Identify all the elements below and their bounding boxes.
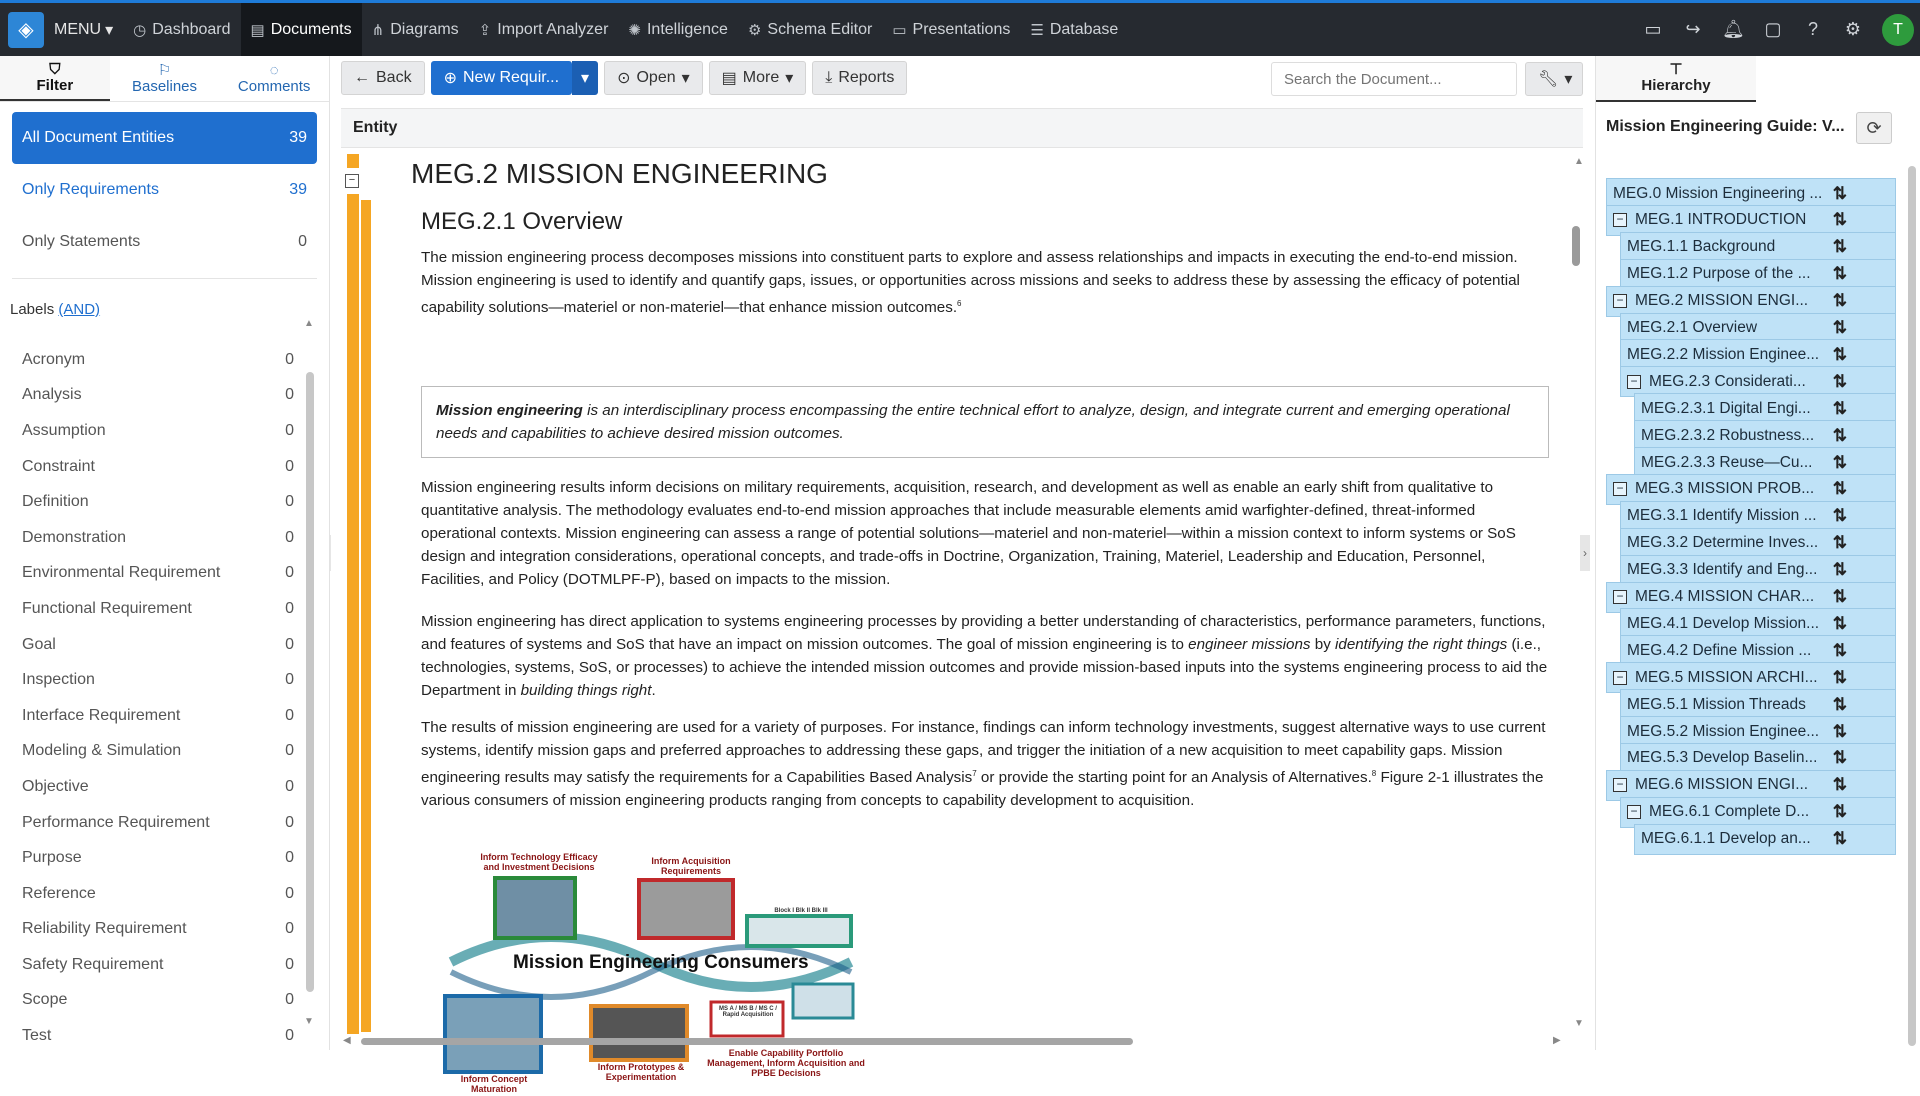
label-filter-item[interactable] xyxy=(10,413,306,449)
scroll-right-icon[interactable]: ▶ xyxy=(1553,1035,1561,1046)
tab-baselines-label: Baselines xyxy=(131,77,198,95)
label-count: 0 xyxy=(285,421,294,439)
reorder-icon[interactable]: ⇅ xyxy=(1832,425,1847,445)
diagram-icon: ⋔ xyxy=(371,21,385,39)
figure-caption: Inform Prototypes & Experimentation xyxy=(597,1062,685,1082)
collapse-toggle-icon[interactable]: − xyxy=(1613,590,1627,604)
label-count: 0 xyxy=(285,991,294,1009)
labels-heading xyxy=(0,289,329,318)
hierarchy-node-label: MEG.4.1 Develop Mission... xyxy=(1627,614,1820,632)
label-filter-item[interactable] xyxy=(10,520,306,556)
tab-filter-label: Filter xyxy=(36,76,74,94)
nav-label: Database xyxy=(1049,20,1119,38)
label-filter-item[interactable] xyxy=(10,662,306,698)
label-filter-item[interactable] xyxy=(10,947,306,983)
label-name: Objective xyxy=(22,777,89,795)
collapse-toggle-icon[interactable]: − xyxy=(1613,778,1627,792)
label-filter-item[interactable] xyxy=(10,556,306,592)
labels-list xyxy=(10,342,306,1045)
document-icon: ▤ xyxy=(250,21,265,39)
figure-caption: Inform Acquisition Requirements xyxy=(651,856,731,876)
search-input[interactable] xyxy=(1271,62,1517,96)
filter-label: Only Requirements xyxy=(22,181,159,198)
labels-mode-link[interactable]: (AND) xyxy=(58,301,101,318)
caret-down-icon: ▾ xyxy=(1564,71,1573,88)
reorder-icon[interactable]: ⇅ xyxy=(1832,210,1847,230)
figure-caption: Block I Blk II Blk III xyxy=(774,908,828,914)
emphasis-text: engineer missions xyxy=(1188,636,1311,653)
label-name: Performance Requirement xyxy=(22,813,210,831)
reorder-icon[interactable]: ⇅ xyxy=(1832,237,1847,257)
hierarchy-node-label: MEG.3.2 Determine Inves... xyxy=(1627,534,1819,552)
hierarchy-node-label: MEG.4 MISSION CHAR... xyxy=(1635,588,1815,605)
gear-icon[interactable]: ⚙ xyxy=(1844,19,1862,39)
label-filter-item[interactable] xyxy=(10,734,306,770)
reports-label: Reports xyxy=(838,69,895,86)
comments-icon: ◌ xyxy=(269,61,279,79)
reorder-icon[interactable]: ⇅ xyxy=(1832,533,1847,553)
paragraph-overview xyxy=(421,246,1551,319)
consumers-figure xyxy=(431,852,931,1092)
nav-label: Diagrams xyxy=(390,20,459,38)
paragraph-application xyxy=(421,610,1551,702)
footnote-ref: 6 xyxy=(957,299,962,308)
caret-down-icon: ▾ xyxy=(681,70,690,87)
footnote-ref: 8 xyxy=(1371,769,1377,778)
nav-label: Presentations xyxy=(912,20,1011,38)
reorder-icon[interactable]: ⇅ xyxy=(1832,264,1847,284)
database-icon: ☰ xyxy=(1030,21,1044,39)
paragraph-text: by xyxy=(1310,636,1336,653)
label-name: Analysis xyxy=(22,386,82,404)
hierarchy-node-label: MEG.2.3.3 Reuse—Cu... xyxy=(1641,453,1813,471)
horizontal-scrollbar[interactable] xyxy=(361,1038,1133,1045)
label-filter-item[interactable] xyxy=(10,876,306,912)
label-name: Inspection xyxy=(22,671,95,689)
hierarchy-node-label: MEG.6.1.1 Develop an... xyxy=(1641,830,1811,848)
scroll-down-icon[interactable]: ▼ xyxy=(1574,1018,1584,1029)
scroll-down-icon[interactable]: ▼ xyxy=(304,1016,314,1027)
document-content xyxy=(341,152,1569,1094)
tab-hierarchy-label: Hierarchy xyxy=(1641,77,1711,94)
label-count: 0 xyxy=(285,493,294,511)
divider xyxy=(12,278,317,279)
filter-only-requirements[interactable] xyxy=(12,164,317,216)
collapse-toggle-icon[interactable]: − xyxy=(1613,482,1627,496)
figure-caption: MS A / MS B / MS C / Rapid Acquisition xyxy=(719,1006,777,1018)
label-filter-item[interactable] xyxy=(10,1018,306,1054)
download-icon: ⤓ xyxy=(825,69,833,86)
paragraph-text: The results of mission engineering are used for a variety of purposes. For instance, findings can inform technology investments, suggest alternative ways to use current systems, identify mission gaps and preferred approaches to addressing these gaps, and trigger the initiation of a new acquisition to meet capability gaps. Mission engineering results may satisfy the requirements for a Capabilities Based Analysis xyxy=(421,719,1546,787)
tab-baselines[interactable] xyxy=(110,56,220,101)
scroll-up-icon[interactable]: ▲ xyxy=(304,318,314,329)
label-name: Assumption xyxy=(22,421,106,439)
label-count: 0 xyxy=(285,920,294,938)
filter-count: 0 xyxy=(298,233,307,250)
tab-hierarchy[interactable] xyxy=(1596,56,1756,102)
reorder-icon[interactable]: ⇅ xyxy=(1832,640,1847,660)
hierarchy-node-label: MEG.1.1 Background xyxy=(1627,238,1776,256)
caret-down-icon: ▾ xyxy=(581,70,590,87)
label-name: Definition xyxy=(22,493,89,511)
label-name: Environmental Requirement xyxy=(22,564,221,582)
new-requirement-button[interactable] xyxy=(431,61,572,95)
hierarchy-node-label: MEG.5.3 Develop Baselin... xyxy=(1627,749,1818,767)
new-requirement-label: New Requir... xyxy=(462,69,560,86)
paragraph-purposes xyxy=(421,716,1551,812)
label-filter-item[interactable] xyxy=(10,342,306,378)
right-panel-collapse-handle[interactable]: › xyxy=(1580,535,1590,571)
label-filter-item[interactable] xyxy=(10,840,306,876)
label-count: 0 xyxy=(285,813,294,831)
label-count: 0 xyxy=(285,386,294,404)
reorder-icon[interactable]: ⇅ xyxy=(1832,667,1847,687)
collapse-toggle-icon[interactable]: − xyxy=(1613,213,1627,227)
caret-down-icon: ▾ xyxy=(785,70,794,87)
hierarchy-node-label: MEG.3.1 Identify Mission ... xyxy=(1627,507,1817,525)
label-name: Safety Requirement xyxy=(22,955,164,973)
emphasis-text: building things right xyxy=(520,682,652,699)
refresh-button[interactable] xyxy=(1856,112,1892,144)
paragraph-text: or provide the starting point for an Analysis of Alternatives. xyxy=(976,769,1372,787)
nav-import-analyzer[interactable] xyxy=(469,3,619,56)
label-count: 0 xyxy=(285,564,294,582)
menu-label: MENU xyxy=(54,20,102,38)
label-name: Constraint xyxy=(22,457,95,475)
nav-label: Import Analyzer xyxy=(497,20,609,38)
new-requirement-dropdown[interactable] xyxy=(572,61,598,95)
reorder-icon[interactable]: ⇅ xyxy=(1832,802,1847,822)
hierarchy-scrollbar[interactable] xyxy=(1908,166,1916,1046)
scroll-up-icon[interactable]: ▲ xyxy=(1574,156,1584,167)
reorder-icon[interactable]: ⇅ xyxy=(1832,829,1847,849)
label-count: 0 xyxy=(285,599,294,617)
filter-label: Only Statements xyxy=(22,233,141,250)
label-count: 0 xyxy=(285,706,294,724)
reorder-icon[interactable]: ⇅ xyxy=(1832,371,1847,391)
label-name: Reliability Requirement xyxy=(22,920,187,938)
nav-label: Intelligence xyxy=(646,20,728,38)
menu-button[interactable] xyxy=(54,20,113,40)
label-count: 0 xyxy=(285,955,294,973)
flag-icon: ⚐ xyxy=(157,61,172,79)
label-count: 0 xyxy=(285,777,294,795)
bell-icon[interactable]: 🔔︎ xyxy=(1722,19,1745,39)
hierarchy-node[interactable] xyxy=(1634,824,1896,855)
tab-comments-label: Comments xyxy=(237,77,311,95)
label-filter-item[interactable] xyxy=(10,378,306,414)
filter-all-entities[interactable] xyxy=(12,112,317,164)
filter-only-statements[interactable] xyxy=(12,216,317,268)
top-navigation-bar xyxy=(0,0,1920,56)
plus-circle-icon: ⊕ xyxy=(443,70,457,87)
section-rail xyxy=(347,154,359,1034)
label-name: Modeling & Simulation xyxy=(22,742,182,760)
hierarchy-tree xyxy=(1606,178,1896,998)
definition-box xyxy=(421,386,1549,458)
tools-dropdown-button[interactable] xyxy=(1525,62,1583,96)
footnote-ref: 7 xyxy=(972,769,977,778)
label-name: Goal xyxy=(22,635,56,653)
label-count: 0 xyxy=(285,528,294,546)
nav-dashboard[interactable] xyxy=(123,3,240,56)
collapse-toggle-icon[interactable]: − xyxy=(1613,294,1627,308)
reorder-icon[interactable]: ⇅ xyxy=(1832,721,1847,741)
hierarchy-document-title: Mission Engineering Guide: V... xyxy=(1606,118,1845,135)
nav-documents[interactable] xyxy=(241,3,362,56)
chevron-down-icon: ▾ xyxy=(105,21,114,39)
wrench-icon: 🔧︎ xyxy=(1538,71,1559,88)
reorder-icon[interactable]: ⇅ xyxy=(1832,587,1847,606)
definition-term: Mission engineering xyxy=(436,402,583,419)
label-name: Interface Requirement xyxy=(22,706,181,724)
label-name: Scope xyxy=(22,991,68,1009)
figure-caption: Enable Capability Portfolio Management, Inform Acquisition and PPBE Decisions xyxy=(707,1048,865,1078)
back-label: Back xyxy=(376,69,412,86)
reorder-icon[interactable]: ⇅ xyxy=(1832,452,1847,472)
help-icon[interactable]: ? xyxy=(1807,19,1818,39)
hierarchy-node-label: MEG.4.2 Define Mission ... xyxy=(1627,641,1812,659)
hierarchy-icon: ⊤ xyxy=(1669,61,1683,78)
hierarchy-node-label: MEG.2.2 Mission Enginee... xyxy=(1627,345,1820,363)
label-name: Acronym xyxy=(22,350,86,368)
avatar[interactable]: T xyxy=(1882,14,1914,46)
share-icon[interactable]: ↪ xyxy=(1685,19,1701,39)
label-filter-item[interactable] xyxy=(10,912,306,948)
paragraph-text: Figure 2-1 illustrates the various consumers of mission engineering products ranging from concepts to capability development to acquisition. xyxy=(421,769,1544,810)
label-filter-item[interactable] xyxy=(10,769,306,805)
hierarchy-node-label: MEG.5.2 Mission Enginee... xyxy=(1627,722,1820,740)
nav-database[interactable] xyxy=(1020,3,1128,56)
reports-button[interactable] xyxy=(812,61,907,95)
top-right-actions xyxy=(1642,3,1914,56)
label-name: Demonstration xyxy=(22,528,127,546)
tab-comments[interactable] xyxy=(219,56,329,101)
label-count: 0 xyxy=(285,742,294,760)
app-logo-icon[interactable]: ◈ xyxy=(8,12,44,48)
label-name: Functional Requirement xyxy=(22,599,192,617)
label-filter-item[interactable] xyxy=(10,698,306,734)
list-icon: ▤ xyxy=(721,70,737,87)
hierarchy-node-label: MEG.1.2 Purpose of the ... xyxy=(1627,265,1811,283)
reorder-icon[interactable]: ⇅ xyxy=(1832,506,1847,526)
paragraph-text: The mission engineering process decomposes missions into constituent parts to explore and assess relationships and impacts in executing the end-to-end mission. Mission engineering is used to identify and quantify gaps, issues, or opportunities across missions and seeks to address these by assessing the efficacy of potential capability solutions—materiel or non-materiel—that enhance mission outcomes. xyxy=(421,249,1520,317)
label-filter-item[interactable] xyxy=(10,449,306,485)
presentation-icon: ▭ xyxy=(892,21,907,39)
open-label: Open xyxy=(636,69,676,86)
chat-icon[interactable]: ▭ xyxy=(1644,19,1662,39)
nav-label: Documents xyxy=(270,20,352,38)
arrow-left-icon: ← xyxy=(354,69,370,86)
reorder-icon[interactable]: ⇅ xyxy=(1832,344,1847,364)
label-name: Purpose xyxy=(22,849,82,867)
subsection-rail xyxy=(361,200,371,1032)
nav-intelligence[interactable] xyxy=(618,3,738,56)
hierarchy-node-label: MEG.3 MISSION PROB... xyxy=(1635,480,1815,498)
label-count: 0 xyxy=(285,671,294,689)
paragraph-text: . xyxy=(651,682,656,699)
document-scrollbar[interactable] xyxy=(1572,226,1580,266)
label-count: 0 xyxy=(285,1027,294,1045)
dashboard-icon: ◷ xyxy=(133,21,147,39)
refresh-icon: ⟳ xyxy=(1866,117,1882,138)
label-count: 0 xyxy=(285,849,294,867)
label-filter-item[interactable] xyxy=(10,627,306,663)
labels-title: Labels xyxy=(10,301,55,318)
label-count: 0 xyxy=(285,884,294,902)
reorder-icon[interactable]: ⇅ xyxy=(1832,775,1847,795)
tab-filter[interactable] xyxy=(0,56,110,101)
label-name: Reference xyxy=(22,884,96,902)
hierarchy-node-label: MEG.3.3 Identify and Eng... xyxy=(1627,561,1818,579)
import-icon: ⇪ xyxy=(478,21,492,39)
nav-schema-editor[interactable] xyxy=(738,3,882,56)
hierarchy-node-label: MEG.6.1 Complete D... xyxy=(1649,803,1810,821)
paragraph-results: Mission engineering results inform decisions on military requirements, acquisition, research, and development as well as enable an early shift from qualitative to quantitative analysis. The methodology evaluates end-to-end mission approaches that include measurable elements amid warfighter-defined, threat-informed operational contexts. Mission engineering can assess a range of potential solutions—materiel and non-materiel—within a mission context to inform systems or SoS design and integration considerations, operational concepts, and trade-offs in Doctrine, Organization, Training, Materiel, Leadership and Education, Personnel, Facilities, and Policy (DOTMLPF-P), based on impacts to the mission. xyxy=(421,479,1516,588)
label-filter-item[interactable] xyxy=(10,983,306,1019)
entity-column-header: Entity xyxy=(341,108,1583,148)
hierarchy-node-label: MEG.2.3 Considerati... xyxy=(1649,372,1806,390)
reorder-icon[interactable]: ⇅ xyxy=(1832,291,1847,311)
schema-icon: ⚙ xyxy=(747,21,762,39)
hierarchy-node-label: MEG.5 MISSION ARCHI... xyxy=(1635,668,1818,686)
nav-label: Dashboard xyxy=(152,20,231,38)
collapse-toggle-icon[interactable]: − xyxy=(1627,375,1641,389)
nav-diagrams[interactable] xyxy=(362,3,469,56)
hierarchy-node-label: MEG.2.1 Overview xyxy=(1627,319,1758,336)
collapse-section-icon[interactable]: − xyxy=(345,174,359,188)
figure-caption: Inform Technology Efficacy and Investment Decisions xyxy=(480,852,598,872)
reorder-icon[interactable]: ⇅ xyxy=(1832,748,1847,768)
open-icon: ⊙ xyxy=(617,70,631,87)
hierarchy-panel xyxy=(1595,56,1920,1050)
left-panel-tabs xyxy=(0,56,329,102)
intelligence-icon: ✺ xyxy=(628,21,641,39)
label-filter-item[interactable] xyxy=(10,591,306,627)
collapse-toggle-icon[interactable]: − xyxy=(1613,671,1627,685)
label-count: 0 xyxy=(285,350,294,368)
reorder-icon[interactable]: ⇅ xyxy=(1832,318,1847,337)
figure-title: Mission Engineering Consumers xyxy=(513,952,809,973)
paragraph-text: Mission engineering has direct application to systems engineering processes by providing a better understanding of characteristics, performance parameters, functions, and features of systems and SoS that have an impact on mission outcomes. The goal of mission engineering is to xyxy=(421,613,1546,653)
filter-count: 39 xyxy=(289,129,307,146)
hierarchy-node-label: MEG.2 MISSION ENGI... xyxy=(1635,292,1809,310)
reorder-icon[interactable]: ⇅ xyxy=(1832,479,1847,499)
reorder-icon[interactable]: ⇅ xyxy=(1832,183,1847,203)
filter-icon: ⛉ xyxy=(49,60,61,78)
label-count: 0 xyxy=(285,635,294,653)
emphasis-text: identifying the right things xyxy=(1335,636,1508,653)
labels-scrollbar[interactable] xyxy=(306,372,314,992)
subsection-heading: MEG.2.1 Overview xyxy=(421,208,623,235)
hierarchy-node-label: MEG.2.3.1 Digital Engi... xyxy=(1641,399,1811,417)
document-area xyxy=(331,56,1594,1094)
more-button[interactable] xyxy=(709,61,807,95)
hierarchy-node-label: MEG.2.3.2 Robustness... xyxy=(1641,426,1815,444)
more-label: More xyxy=(742,69,780,86)
reorder-icon[interactable]: ⇅ xyxy=(1832,613,1847,633)
hierarchy-node-label: MEG.0 Mission Engineering ... xyxy=(1613,184,1823,202)
nav-label: Schema Editor xyxy=(767,20,873,38)
left-panel xyxy=(0,56,330,1050)
reorder-icon[interactable]: ⇅ xyxy=(1832,694,1847,714)
scroll-left-icon[interactable]: ◀ xyxy=(343,1035,351,1046)
back-button[interactable] xyxy=(341,61,425,95)
folder-icon[interactable]: ▢ xyxy=(1764,19,1782,39)
label-filter-item[interactable] xyxy=(10,805,306,841)
open-button[interactable] xyxy=(604,61,703,95)
nav-presentations[interactable] xyxy=(882,3,1020,56)
filter-count: 39 xyxy=(289,181,307,198)
hierarchy-node-label: MEG.5.1 Mission Threads xyxy=(1627,695,1806,713)
reorder-icon[interactable]: ⇅ xyxy=(1832,398,1847,418)
paragraph-text: (i.e., technologies, systems, SoS, or processes) to achieve the intended mission outcomes and provide mission-based inputs into the systems engineering process to aid the Department in xyxy=(421,636,1548,699)
label-count: 0 xyxy=(285,457,294,475)
collapse-toggle-icon[interactable]: − xyxy=(1627,805,1641,819)
filter-label: All Document Entities xyxy=(22,129,175,146)
section-heading: MEG.2 MISSION ENGINEERING xyxy=(411,158,828,189)
reorder-icon[interactable]: ⇅ xyxy=(1832,560,1847,580)
figure-caption: Inform Concept Maturation xyxy=(460,1074,528,1094)
hierarchy-node-label: MEG.1 INTRODUCTION xyxy=(1635,211,1807,229)
definition-text: is an interdisciplinary process encompassing the entire technical effort to analyze, design, and integrate current and emerging operational needs and capabilities to achieve desired mission outcomes. xyxy=(436,402,1510,442)
hierarchy-node-label: MEG.6 MISSION ENGI... xyxy=(1635,776,1809,794)
label-filter-item[interactable] xyxy=(10,484,306,520)
label-name: Test xyxy=(22,1027,52,1045)
